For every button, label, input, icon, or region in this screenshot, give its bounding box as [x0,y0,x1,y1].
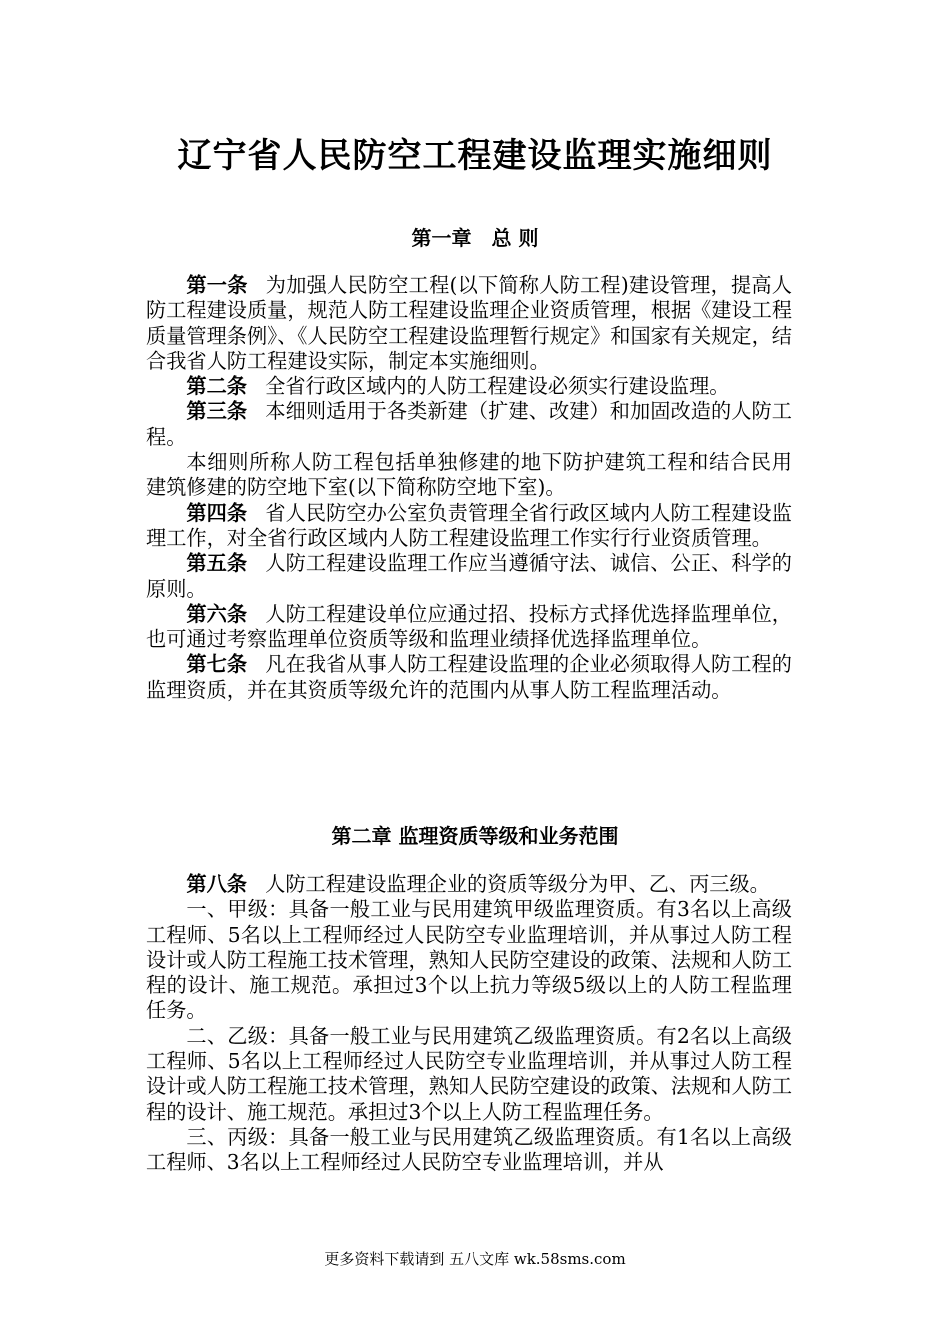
chapter-2-heading: 第二章 监理资质等级和业务范围 [331,824,619,848]
paragraph-text: 二、乙级：具备一般工业与民用建筑乙级监理资质。有2名以上高级工程师、5名以上工程师经过人民防空专业监理培训，并从事过人防工程设计或人防工程施工技术管理，熟知人民防空建设的政策、法规和人防工程的设计、施工规范。承担过3个以上人防工程监理任务。 [146,1023,793,1124]
article-text: 全省行政区域内的人防工程建设必须实行建设监理。 [265,374,730,399]
article-text: 人防工程建设监理企业的资质等级分为甲、乙、丙三级。 [265,872,770,896]
chapter-1-heading: 第一章 总 则 [411,226,539,250]
article-text: 省人民防空办公室负责管理全省行政区域内人防工程建设监理工作，对全省行政区域内人防工程建设监理工作实行行业资质管理。 [146,500,792,550]
article-8 [146,872,792,897]
article-6 [146,602,792,653]
article-label: 第七条 [186,652,248,677]
article-2 [146,374,792,399]
article-text: 人防工程建设单位应通过招、投标方式择优选择监理单位，也可通过考察监理单位资质等级和监理业绩择优选择监理单位。 [146,601,792,652]
grade-b-paragraph [146,1024,792,1125]
grade-c-paragraph [146,1125,792,1176]
chapter-1-body [146,273,792,703]
article-label: 第二条 [186,374,247,399]
grade-a-paragraph [146,897,792,1023]
paragraph [146,450,792,501]
article-text: 本细则适用于各类新建（扩建、改建）和加固改造的人防工程。 [146,399,792,449]
footer-note: 更多资料下载请到 五八文库 wk.58sms.com [324,1250,626,1268]
article-label: 第一条 [186,273,248,297]
article-text: 人防工程建设监理工作应当遵循守法、诚信、公正、科学的原则。 [146,551,792,601]
article-label: 第八条 [186,872,247,896]
paragraph-text: 三、丙级：具备一般工业与民用建筑乙级监理资质。有1名以上高级工程师、3名以上工程师经过人民防空专业监理培训，并从 [146,1124,792,1175]
article-5 [146,551,792,602]
document-title: 辽宁省人民防空工程建设监理实施细则 [177,136,773,176]
article-label: 第五条 [186,551,248,576]
article-label: 第四条 [186,500,248,525]
paragraph-text: 本细则所称人防工程包括单独修建的地下防护建筑工程和结合民用建筑修建的防空地下室(以下简称防空地下室)。 [146,450,792,500]
chapter-2-body [146,872,792,1176]
paragraph-text: 一、甲级：具备一般工业与民用建筑甲级监理资质。有3名以上高级工程师、5名以上工程师经过人民防空专业监理培训，并从事过人防工程设计或人防工程施工技术管理，熟知人民防空建设的政策、法规和人防工程的设计、施工规范。承担过3个以上抗力等级5级以上的人防工程监理任务。 [146,897,793,1023]
article-4 [146,501,792,552]
article-7 [146,652,792,703]
article-text: 凡在我省从事人防工程建设监理的企业必须取得人防工程的监理资质，并在其资质等级允许的范围内从事人防工程监理活动。 [146,652,792,702]
article-label: 第六条 [186,601,248,626]
article-1 [146,273,792,374]
article-3 [146,399,792,450]
article-label: 第三条 [186,399,248,424]
article-text: 为加强人民防空工程(以下简称人防工程)建设管理，提高人防工程建设质量，规范人防工程建设监理企业资质管理，根据《建设工程质量管理条例》、《人民防空工程建设监理暂行规定》和国家有关规定，结合我省人防工程建设实际，制定本实施细则。 [146,273,793,373]
